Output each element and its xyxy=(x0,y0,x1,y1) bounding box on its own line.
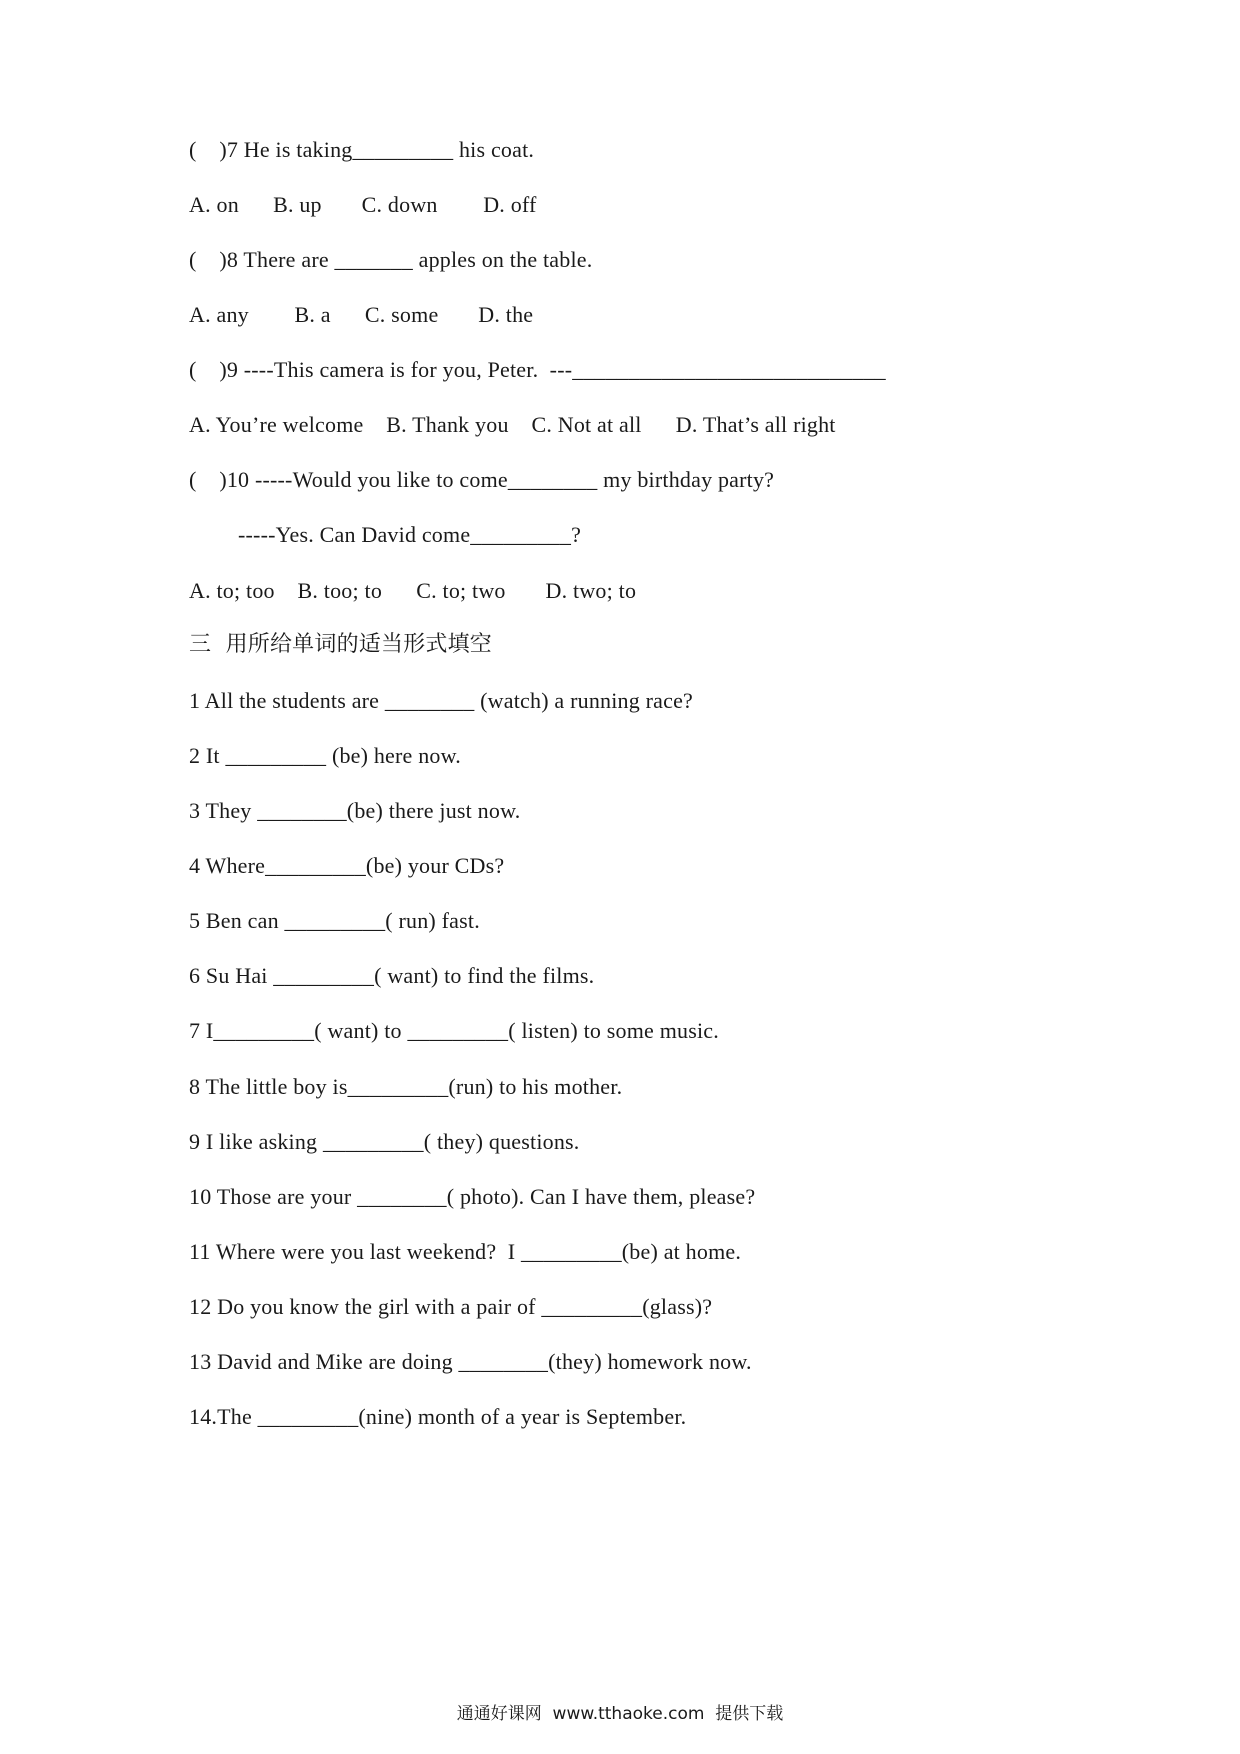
question-7-stem: ( )7 He is taking_________ his coat. xyxy=(189,137,535,162)
fill-item-10: 10 Those are your ________( photo). Can I have them, please? xyxy=(189,1184,756,1209)
fill-item-1: 1 All the students are ________ (watch) a running race? xyxy=(189,688,694,713)
fill-item-14: 14.The _________(nine) month of a year is September. xyxy=(189,1404,687,1429)
question-8-stem: ( )8 There are _______ apples on the table. xyxy=(189,247,593,272)
section-three-title: 三 用所给单词的适当形式填空 xyxy=(189,632,492,657)
question-8-options: A. any B. a C. some D. the xyxy=(189,302,534,327)
question-10-options: A. to; too B. too; to C. to; two D. two; to xyxy=(189,578,637,603)
fill-item-13: 13 David and Mike are doing ________(they) homework now. xyxy=(189,1349,752,1374)
fill-item-7: 7 I_________( want) to _________( listen) to some music. xyxy=(189,1018,719,1043)
fill-item-8: 8 The little boy is_________(run) to his mother. xyxy=(189,1074,623,1099)
fill-item-6: 6 Su Hai _________( want) to find the films. xyxy=(189,963,595,988)
footer-credit: 通通好课网 www.tthaoke.com 提供下载 xyxy=(456,1704,784,1724)
fill-item-4: 4 Where_________(be) your CDs? xyxy=(189,853,505,878)
question-7-options: A. on B. up C. down D. off xyxy=(189,192,537,217)
fill-item-11: 11 Where were you last weekend? I _________(be) at home. xyxy=(189,1239,742,1264)
fill-item-9: 9 I like asking _________( they) questions. xyxy=(189,1129,580,1154)
question-9-options: A. You’re welcome B. Thank you C. Not at all D. That’s all right xyxy=(189,412,836,437)
fill-item-3: 3 They ________(be) there just now. xyxy=(189,798,521,823)
fill-item-12: 12 Do you know the girl with a pair of _________(glass)? xyxy=(189,1294,713,1319)
question-9-stem: ( )9 ----This camera is for you, Peter. ---____________________________ xyxy=(189,357,886,382)
question-10-stem: ( )10 -----Would you like to come________ my birthday party? xyxy=(189,467,775,492)
fill-item-5: 5 Ben can _________( run) fast. xyxy=(189,908,480,933)
question-10-stem-reply: -----Yes. Can David come_________? xyxy=(238,522,582,547)
fill-item-2: 2 It _________ (be) here now. xyxy=(189,743,461,768)
